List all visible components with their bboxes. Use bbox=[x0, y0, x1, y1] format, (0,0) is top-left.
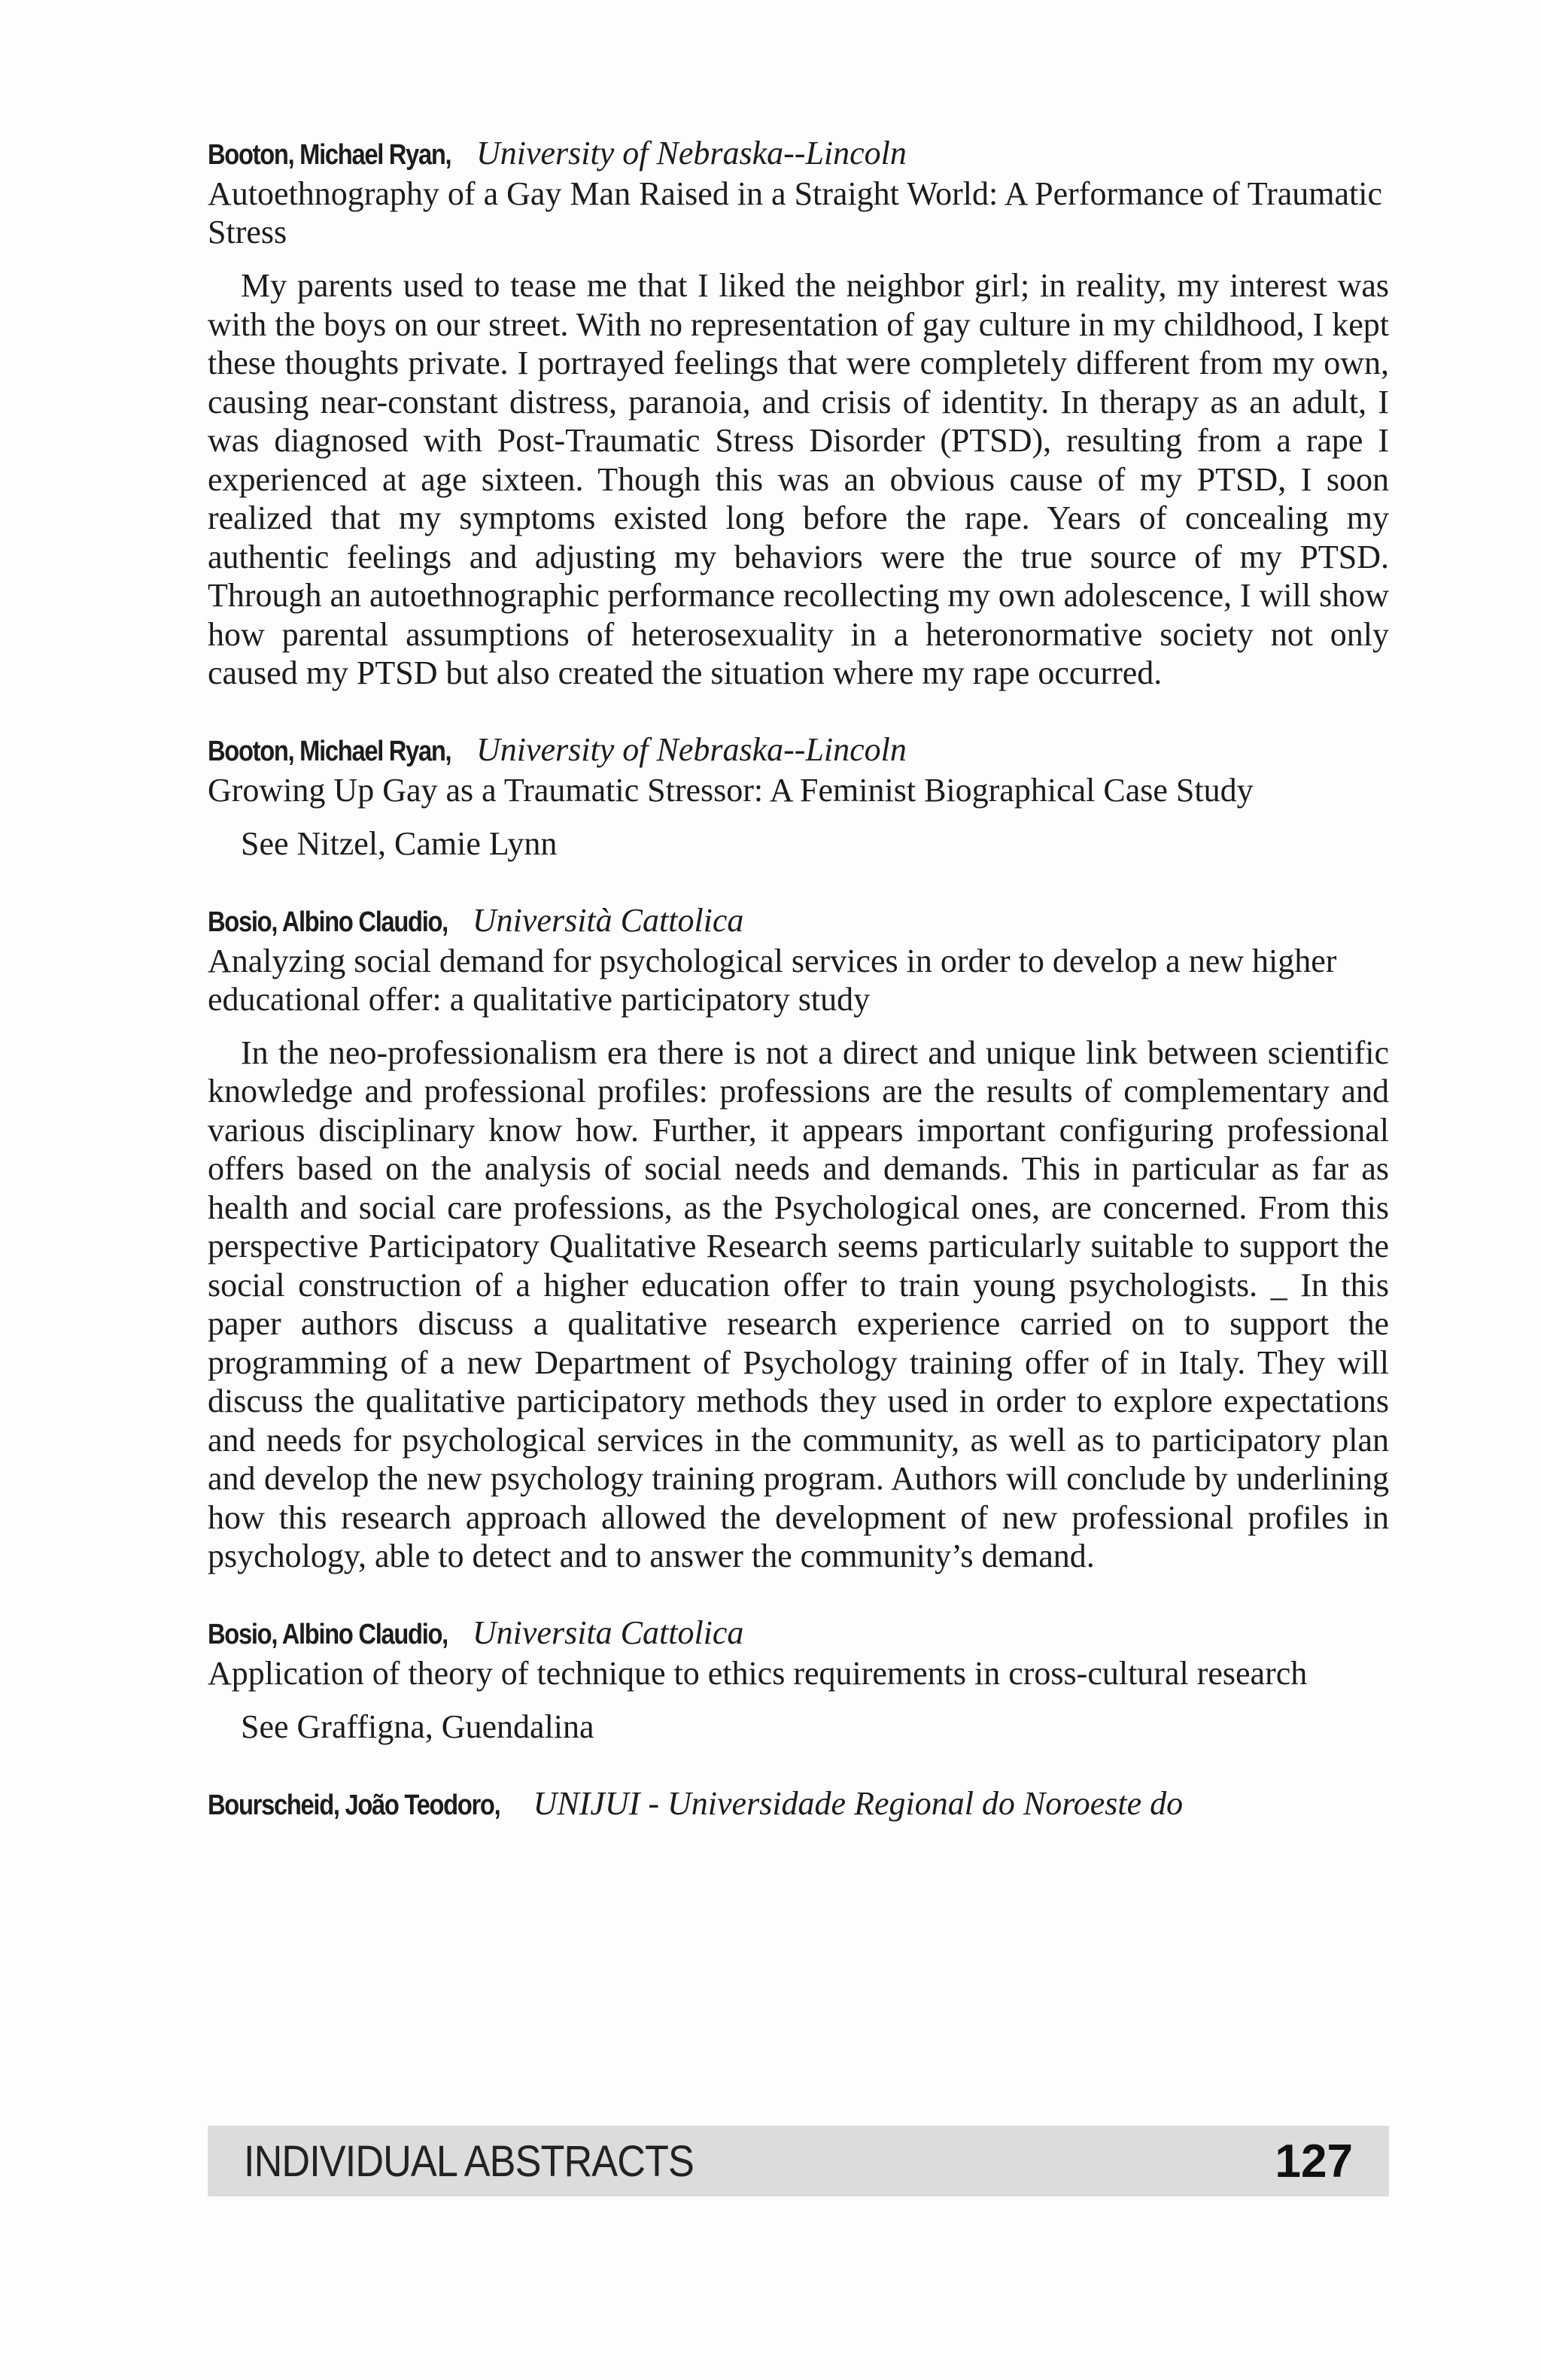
entry-heading bbox=[208, 1784, 1389, 1825]
institution: Universita Cattolica bbox=[472, 1613, 744, 1651]
author-name: Bosio, Albino Claudio, bbox=[208, 1618, 448, 1650]
institution: University of Nebraska--Lincoln bbox=[476, 730, 907, 768]
author-name: Bosio, Albino Claudio, bbox=[208, 906, 448, 938]
entry-heading bbox=[208, 134, 1389, 175]
cross-reference: See Nitzel, Camie Lynn bbox=[241, 824, 558, 862]
entry-heading bbox=[208, 730, 1389, 771]
abstract-title: Analyzing social demand for psychological services in order to develop a new higher educational offer: a qualitative participatory study bbox=[208, 942, 1337, 1018]
page-footer bbox=[208, 2126, 1389, 2196]
institution: UNIJUI - Universidade Regional do Noroeste do bbox=[533, 1784, 1184, 1822]
institution: Università Cattolica bbox=[472, 901, 744, 939]
cross-reference: See Graffigna, Guendalina bbox=[241, 1708, 594, 1745]
abstract-title: Growing Up Gay as a Traumatic Stressor: A Feminist Biographical Case Study bbox=[208, 771, 1254, 809]
abstract-body: In the neo-professionalism era there is not a direct and unique link between scientific knowledge and professional profiles: professions are the results of complementary and various disciplinary know how. Further, it appears important configuring professional offers based on the analysis of social needs and demands. This in particular as far as health and social care professions, as the Psychological ones, are concerned. From this perspective Participatory Qualitative Research seems particularly suitable to support the social construction of a higher education offer to train young psychologists. _ In this paper authors discuss a qualitative research experience carried on to support the programming of a new Department of Psychology training offer of in Italy. They will discuss the qualitative participatory methods they used in order to explore expectations and needs for psychological services in the community, as well as to participatory plan and develop the new psychology training program. Authors will conclude by underlining how this research approach allowed the development of new professional profiles in psychology, able to detect and to answer the community’s demand. bbox=[208, 1034, 1389, 1574]
abstract-title: Autoethnography of a Gay Man Raised in a Straight World: A Performance of Traumatic Stress bbox=[208, 175, 1383, 250]
page-number: 127 bbox=[1275, 2135, 1353, 2187]
abstract-body: My parents used to tease me that I liked the neighbor girl; in reality, my interest was with the boys on our street. With no representation of gay culture in my childhood, I kept these thoughts private. I portrayed feelings that were completely different from my own, causing near-constant distress, paranoia, and crisis of identity. In therapy as an adult, I was diagnosed with Post-Traumatic Stress Disorder (PTSD), resulting from a rape I experienced at age sixteen. Though this was an obvious cause of my PTSD, I soon realized that my symptoms existed long before the rape. Years of concealing my authentic feelings and adjusting my behaviors were the true source of my PTSD. Through an autoethnographic performance recollecting my own adolescence, I will show how parental assumptions of heterosexuality in a heteronormative society not only caused my PTSD but also created the situation where my rape occurred. bbox=[208, 267, 1389, 691]
entry-heading bbox=[208, 901, 1389, 942]
institution: University of Nebraska--Lincoln bbox=[476, 135, 907, 172]
abstract-entry bbox=[208, 901, 1389, 1576]
author-name: Booton, Michael Ryan, bbox=[208, 139, 451, 171]
author-name: Booton, Michael Ryan, bbox=[208, 735, 451, 767]
abstract-entry bbox=[208, 1784, 1389, 1825]
section-label: INDIVIDUAL ABSTRACTS bbox=[244, 2136, 694, 2186]
abstract-entry bbox=[208, 1613, 1389, 1747]
abstract-title: Application of theory of technique to ethics requirements in cross-cultural research bbox=[208, 1654, 1308, 1692]
abstract-entry bbox=[208, 730, 1389, 864]
author-name: Bourscheid, João Teodoro, bbox=[208, 1789, 500, 1821]
abstracts-page bbox=[208, 134, 1389, 1862]
abstract-entry bbox=[208, 134, 1389, 693]
entry-heading bbox=[208, 1613, 1389, 1654]
